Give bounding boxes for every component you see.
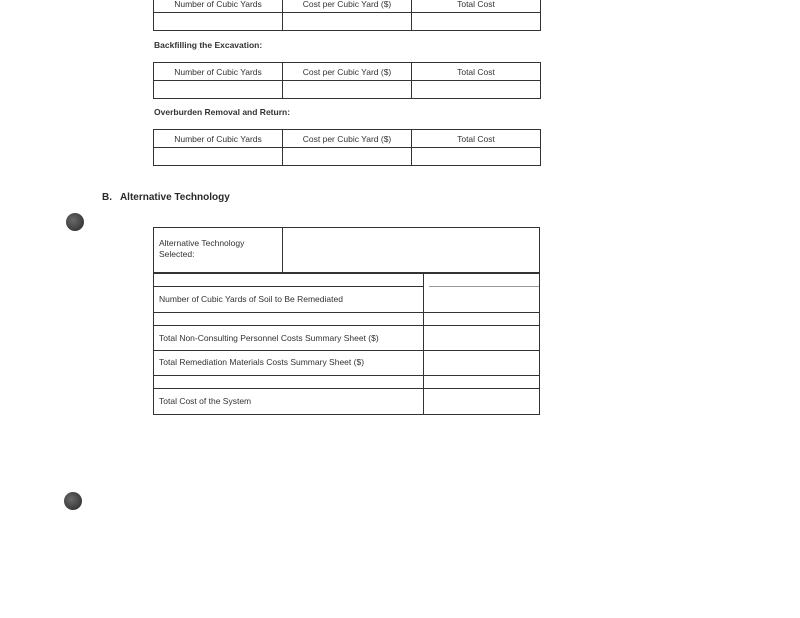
cubic-yards-table-backfilling [153, 62, 541, 99]
input-total-cost[interactable] [412, 148, 541, 166]
backfilling-title: Backfilling the Excavation: [154, 40, 263, 50]
technology-selected-label: Alternative Technology Selected: [159, 238, 245, 259]
cubic-yards-table-overburden [153, 129, 541, 166]
total-system-cost-input[interactable] [425, 390, 538, 413]
col-header-cost-per-yard: Cost per Cubic Yard ($) [283, 63, 412, 81]
input-total-cost[interactable] [412, 81, 541, 99]
soil-cubic-yards-input[interactable] [425, 288, 538, 311]
total-system-cost-label: Total Cost of the System [159, 396, 252, 406]
soil-cubic-yards-label: Number of Cubic Yards of Soil to Be Remediated [159, 294, 343, 304]
punch-hole-icon [64, 492, 82, 510]
cubic-yards-table-1 [153, 0, 541, 31]
input-cost-per-yard[interactable] [283, 13, 412, 31]
col-header-cubic-yards: Number of Cubic Yards [154, 63, 283, 81]
col-header-cubic-yards: Number of Cubic Yards [154, 130, 283, 148]
col-header-total-cost: Total Cost [412, 130, 541, 148]
punch-hole-icon [66, 213, 84, 231]
col-header-cost-per-yard: Cost per Cubic Yard ($) [283, 0, 412, 13]
technology-selected-input[interactable] [284, 229, 538, 271]
overburden-title: Overburden Removal and Return: [154, 107, 291, 117]
personnel-costs-label: Total Non-Consulting Personnel Costs Summary Sheet ($) [159, 333, 379, 343]
col-header-total-cost: Total Cost [412, 63, 541, 81]
input-cost-per-yard[interactable] [283, 81, 412, 99]
section-b-heading: B. Alternative Technology [102, 192, 230, 203]
col-header-total-cost: Total Cost [412, 0, 541, 13]
input-cost-per-yard[interactable] [283, 148, 412, 166]
col-header-cubic-yards: Number of Cubic Yards [154, 0, 283, 13]
materials-costs-label: Total Remediation Materials Costs Summary Sheet ($) [159, 357, 365, 367]
input-cubic-yards[interactable] [154, 148, 283, 166]
input-total-cost[interactable] [412, 13, 541, 31]
input-cubic-yards[interactable] [154, 13, 283, 31]
col-header-cost-per-yard: Cost per Cubic Yard ($) [283, 130, 412, 148]
alternative-technology-form [153, 227, 540, 415]
materials-costs-input[interactable] [425, 352, 538, 374]
input-cubic-yards[interactable] [154, 81, 283, 99]
personnel-costs-input[interactable] [425, 327, 538, 349]
